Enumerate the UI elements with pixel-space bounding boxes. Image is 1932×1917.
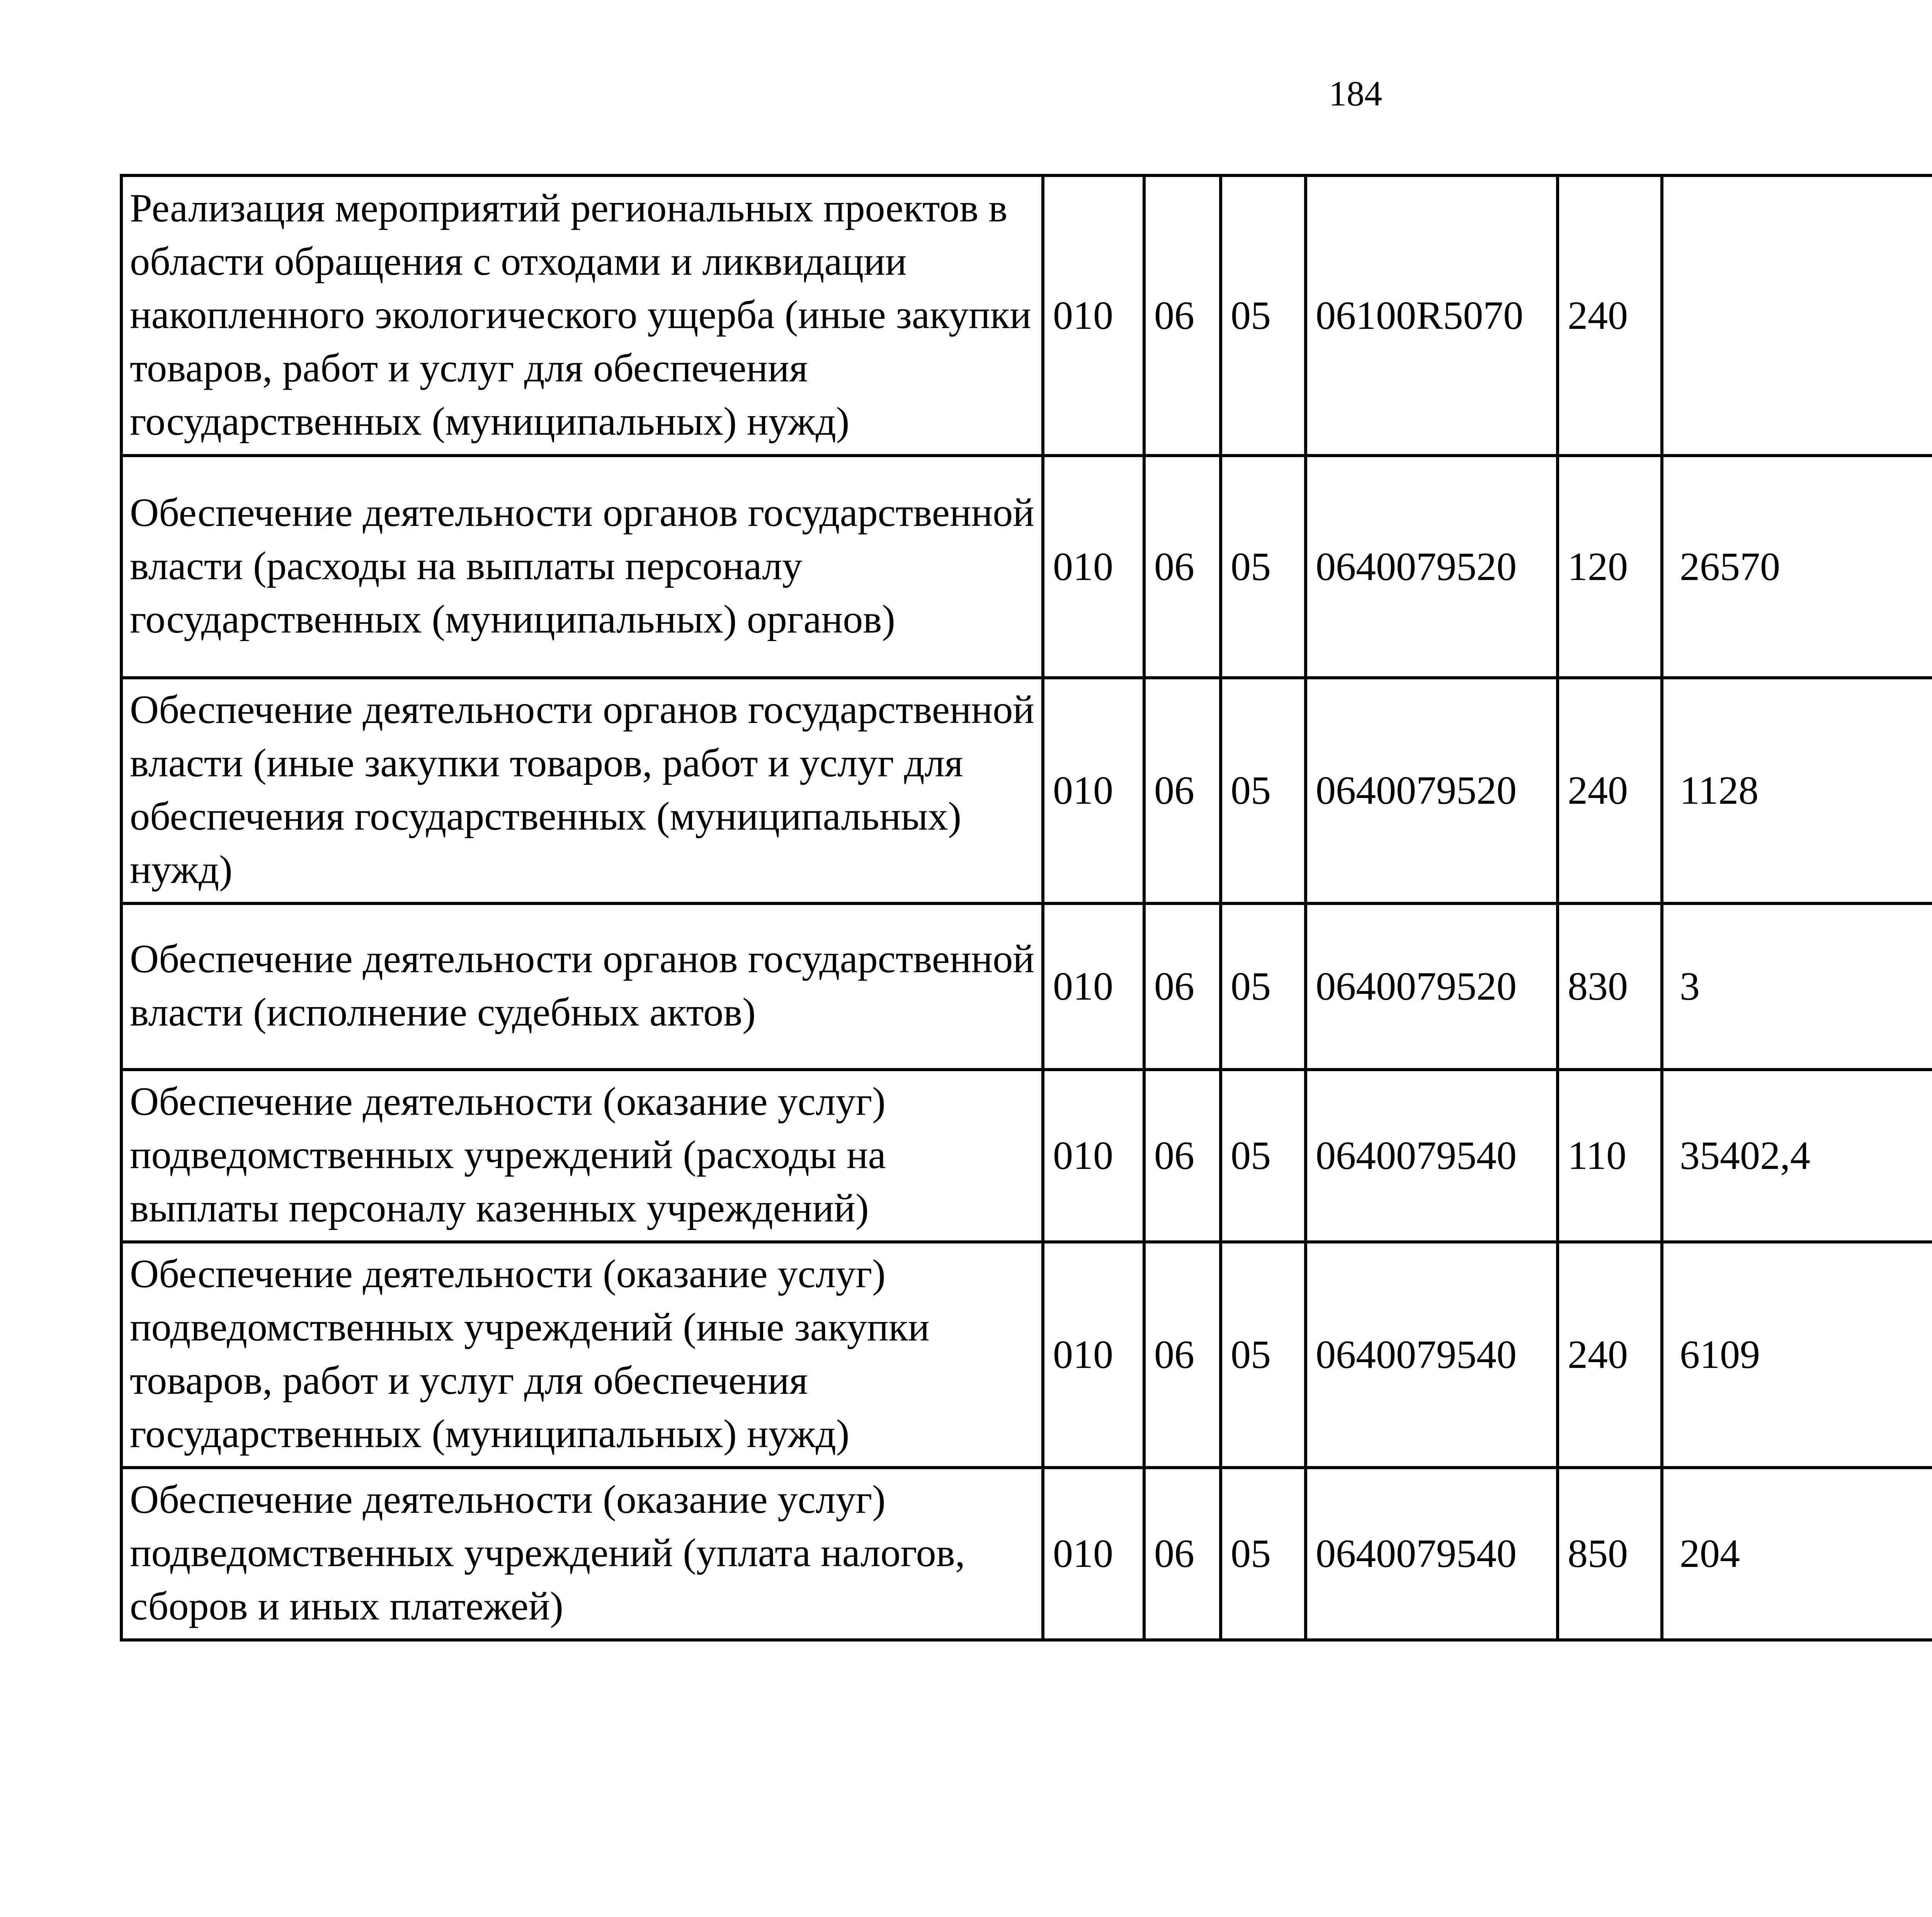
ministry-code-cell: 010 xyxy=(1043,903,1144,1070)
page-number: 184 xyxy=(1329,74,1382,113)
section-code-cell: 06 xyxy=(1144,1070,1221,1242)
expense-type-cell: 830 xyxy=(1558,903,1662,1070)
target-article-cell: 0640079540 xyxy=(1306,1468,1558,1640)
expense-type-cell: 120 xyxy=(1558,456,1662,678)
ministry-code-cell: 010 xyxy=(1043,1468,1144,1640)
table-row xyxy=(121,678,1932,903)
target-article-cell: 0640079520 xyxy=(1306,678,1558,903)
expense-type-cell: 240 xyxy=(1558,1242,1662,1468)
target-article-cell: 06100R5070 xyxy=(1306,175,1558,456)
amount-1-cell: 1128 xyxy=(1662,678,1932,903)
amount-1-cell: 26570 xyxy=(1662,456,1932,678)
section-code-cell: 06 xyxy=(1144,456,1221,678)
expense-type-cell: 850 xyxy=(1558,1468,1662,1640)
amount-1-cell xyxy=(1662,175,1932,456)
section-code-cell: 06 xyxy=(1144,903,1221,1070)
budget-table xyxy=(120,174,1932,1641)
amount-1-cell: 6109 xyxy=(1662,1242,1932,1468)
description-cell: Обеспечение деятельности (оказание услуг) подведомственных учреждений (расходы на выплаты персоналу казенных учреждений) xyxy=(121,1070,1043,1242)
subsection-code-cell: 05 xyxy=(1221,1070,1306,1242)
amount-1-cell: 204 xyxy=(1662,1468,1932,1640)
section-code-cell: 06 xyxy=(1144,1242,1221,1468)
subsection-code-cell: 05 xyxy=(1221,456,1306,678)
amount-1-cell: 35402,4 xyxy=(1662,1070,1932,1242)
table-row xyxy=(121,1070,1932,1242)
ministry-code-cell: 010 xyxy=(1043,1070,1144,1242)
subsection-code-cell: 05 xyxy=(1221,1242,1306,1468)
description-cell: Обеспечение деятельности (оказание услуг) подведомственных учреждений (уплата налогов, сборов и иных платежей) xyxy=(121,1468,1043,1640)
table-row xyxy=(121,1468,1932,1640)
subsection-code-cell: 05 xyxy=(1221,903,1306,1070)
expense-type-cell: 110 xyxy=(1558,1070,1662,1242)
description-cell: Обеспечение деятельности (оказание услуг) подведомственных учреждений (иные закупки товаров, работ и услуг для обеспечения государственных (муниципальных) нужд) xyxy=(121,1242,1043,1468)
section-code-cell: 06 xyxy=(1144,1468,1221,1640)
ministry-code-cell: 010 xyxy=(1043,1242,1144,1468)
amount-1-cell: 3 xyxy=(1662,903,1932,1070)
ministry-code-cell: 010 xyxy=(1043,678,1144,903)
subsection-code-cell: 05 xyxy=(1221,1468,1306,1640)
subsection-code-cell: 05 xyxy=(1221,678,1306,903)
table-row xyxy=(121,456,1932,678)
description-cell: Обеспечение деятельности органов государственной власти (расходы на выплаты персоналу государственных (муниципальных) органов) xyxy=(121,456,1043,678)
description-cell: Обеспечение деятельности органов государственной власти (исполнение судебных актов) xyxy=(121,903,1043,1070)
table-body xyxy=(121,175,1932,1640)
description-cell: Реализация мероприятий региональных проектов в области обращения с отходами и ликвидации накопленного экологического ущерба (иные закупки товаров, работ и услуг для обеспечения государственных (муниципальных) нужд) xyxy=(121,175,1043,456)
table-row xyxy=(121,175,1932,456)
section-code-cell: 06 xyxy=(1144,175,1221,456)
table-row xyxy=(121,903,1932,1070)
ministry-code-cell: 010 xyxy=(1043,456,1144,678)
table-row xyxy=(121,1242,1932,1468)
target-article-cell: 0640079520 xyxy=(1306,903,1558,1070)
target-article-cell: 0640079540 xyxy=(1306,1070,1558,1242)
target-article-cell: 0640079540 xyxy=(1306,1242,1558,1468)
expense-type-cell: 240 xyxy=(1558,678,1662,903)
ministry-code-cell: 010 xyxy=(1043,175,1144,456)
description-cell: Обеспечение деятельности органов государственной власти (иные закупки товаров, работ и услуг для обеспечения государственных (муниципальных) нужд) xyxy=(121,678,1043,903)
subsection-code-cell: 05 xyxy=(1221,175,1306,456)
expense-type-cell: 240 xyxy=(1558,175,1662,456)
section-code-cell: 06 xyxy=(1144,678,1221,903)
target-article-cell: 0640079520 xyxy=(1306,456,1558,678)
